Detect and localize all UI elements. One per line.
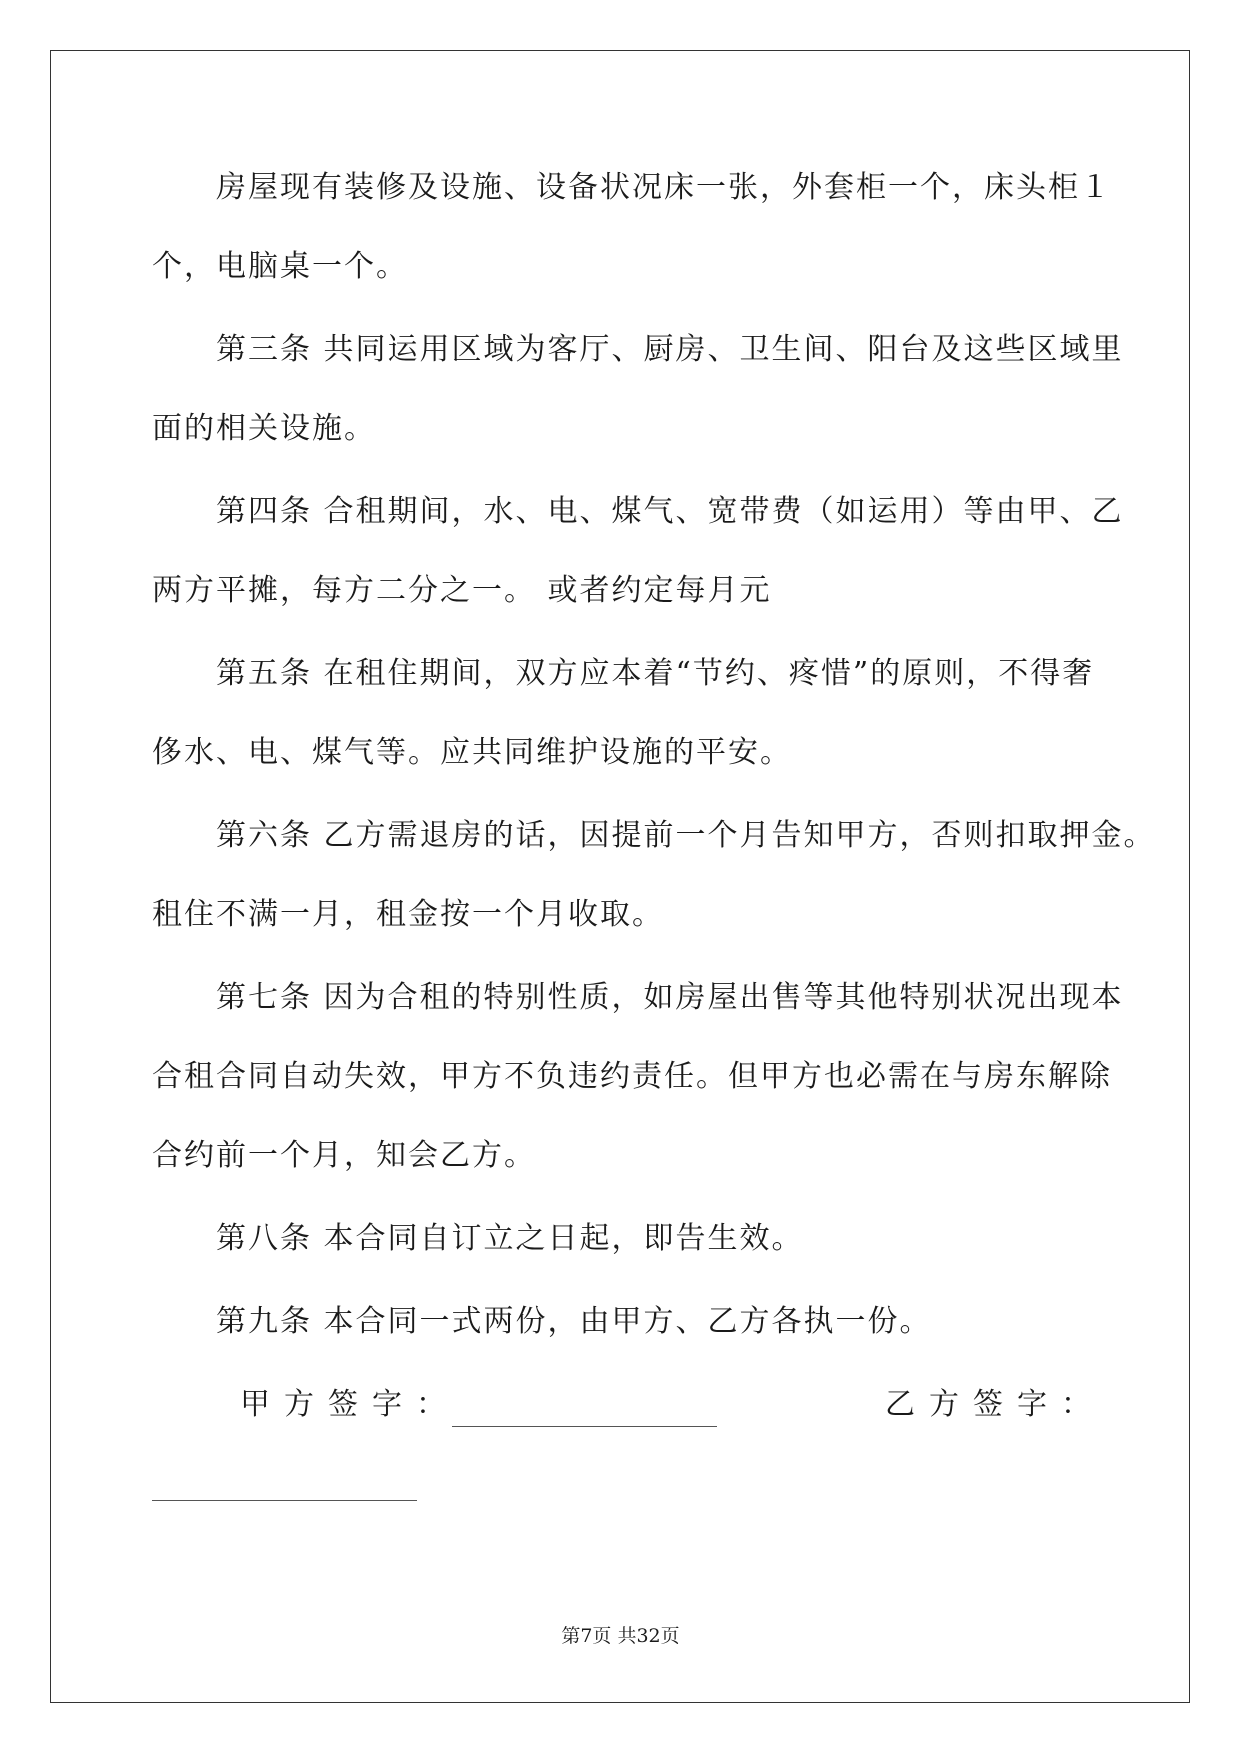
- article-3-line: 第三条 共同运用区域为客厅、厨房、卫生间、阳台及这些区域里: [216, 332, 1124, 367]
- page-footer: 第7页 共32页: [561, 1625, 680, 1647]
- article-5-line: 侈水、电、煤气等。应共同维护设施的平安。: [152, 735, 792, 770]
- party-a-signature-line: [452, 1426, 717, 1427]
- paragraph-line: 个，电脑桌一个。: [152, 249, 408, 284]
- page-frame: [50, 50, 1190, 1703]
- paragraph-line: 房屋现有装修及设施、设备状况床一张，外套柜一个，床头柜１: [216, 170, 1112, 205]
- article-7-line: 合租合同自动失效，甲方不负违约责任。但甲方也必需在与房东解除: [152, 1059, 1112, 1094]
- article-4-line: 第四条 合租期间，水、电、煤气、宽带费（如运用）等由甲、乙: [216, 494, 1124, 529]
- article-7-line: 第七条 因为合租的特别性质，如房屋出售等其他特别状况出现本: [216, 980, 1124, 1015]
- article-3-line: 面的相关设施。: [152, 411, 376, 446]
- article-4-line: 两方平摊，每方二分之一。 或者约定每月元: [152, 573, 772, 608]
- article-6-line: 租住不满一月，租金按一个月收取。: [152, 897, 664, 932]
- article-8-line: 第八条 本合同自订立之日起，即告生效。: [216, 1221, 804, 1256]
- article-6-line: 第六条 乙方需退房的话，因提前一个月告知甲方，否则扣取押金。: [216, 818, 1156, 853]
- article-5-line: 第五条 在租住期间，双方应本着“节约、疼惜”的原则，不得奢: [216, 656, 1095, 691]
- party-a-signature-label: 甲方签字：: [240, 1387, 460, 1422]
- article-9-line: 第九条 本合同一式两份，由甲方、乙方各执一份。: [216, 1304, 932, 1339]
- article-7-line: 合约前一个月，知会乙方。: [152, 1138, 536, 1173]
- party-b-signature-line: [152, 1500, 417, 1501]
- party-b-signature-label: 乙方签字：: [885, 1387, 1105, 1422]
